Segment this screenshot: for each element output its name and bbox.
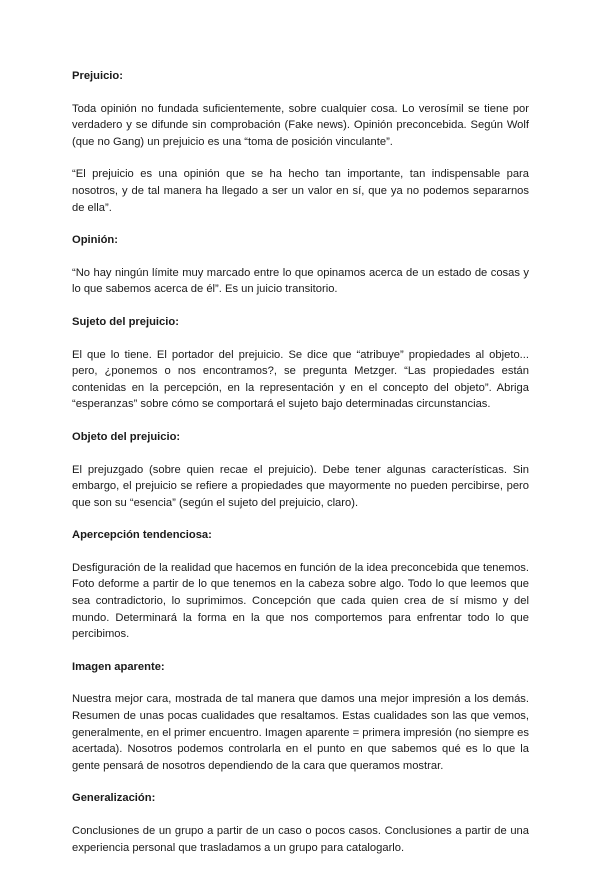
paragraph: Toda opinión no fundada suficientemente, sobre cualquier cosa. Lo verosímil se tiene por verdadero y se difunde sin comprobación (Fake news). Opinión preconcebida. Según Wolf (que no Gang) un prejuicio es una “toma de posición vinculante”. [72,102,529,148]
document-body [72,68,529,872]
heading-prejuicio: Prejuicio: [72,70,123,82]
paragraph: Nuestra mejor cara, mostrada de tal manera que damos una mejor impresión a los demás. Resumen de unas pocas cualidades que resaltamos. Estas cualidades son las que vemos, generalmente, en el primer encuentro. Imagen aparente = primera impresión (no siempre es acertada). Nosotros podemos controlarla en el punto en que sabemos qué es lo que la gente pensará de nosotros dependiendo de la cara que queramos mostrar. [72,693,529,772]
paragraph: “No hay ningún límite muy marcado entre lo que opinamos acerca de un estado de cosas y lo que sabemos acerca de él”. Es un juicio transitorio. [72,266,529,296]
paragraph: “El prejuicio es una opinión que se ha hecho tan importante, tan indispensable para nosotros, y de tal manera ha llegado a ser un valor en sí, que ya no podemos separarnos de ella”. [72,168,529,214]
heading-objeto-del-prejuicio: Objeto del prejuicio: [72,430,181,443]
paragraph: El prejuzgado (sobre quien recae el prejuicio). Debe tener algunas características. Sin embargo, el prejuicio se refiere a propiedades que mayormente no pueden percibirse, pero que son su “esencia” (según el sujeto del prejuicio, claro). [72,463,529,509]
heading-generalizacion: Generalización: [72,792,156,805]
heading-opinion: Opinión: [72,234,118,247]
heading-sujeto-del-prejuicio: Sujeto del prejuicio: [72,315,179,328]
paragraph: El que lo tiene. El portador del prejuicio. Se dice que “atribuye” propiedades al objeto... pero, ¿ponemos o nos encontramos?, se pregunta Metzger. “Las propiedades están contenidas en la percepción, en la representación y en el concepto del objeto”. Abriga “esperanzas” sobre cómo se comportará el sujeto bajo determinadas circunstancias. [72,348,529,411]
paragraph: Conclusiones de un grupo a partir de un caso o pocos casos. Conclusiones a partir de una experiencia personal que trasladamos a un grupo para catalogarlo. [72,825,529,854]
paragraph: Desfiguración de la realidad que hacemos en función de la idea preconcebida que tenemos. Foto deforme a partir de lo que tenemos en la cabeza sobre algo. Todo lo que leemos que sea contradictorio, lo suprimimos. Concepción que cada quien crea de sí mismo y del mundo. Determinará la forma en la que nos comportemos para enfrentar todo lo que percibimos. [72,561,529,641]
heading-imagen-aparente: Imagen aparente: [72,660,165,673]
heading-apercepcion-tendenciosa: Apercepción tendenciosa: [72,529,212,542]
